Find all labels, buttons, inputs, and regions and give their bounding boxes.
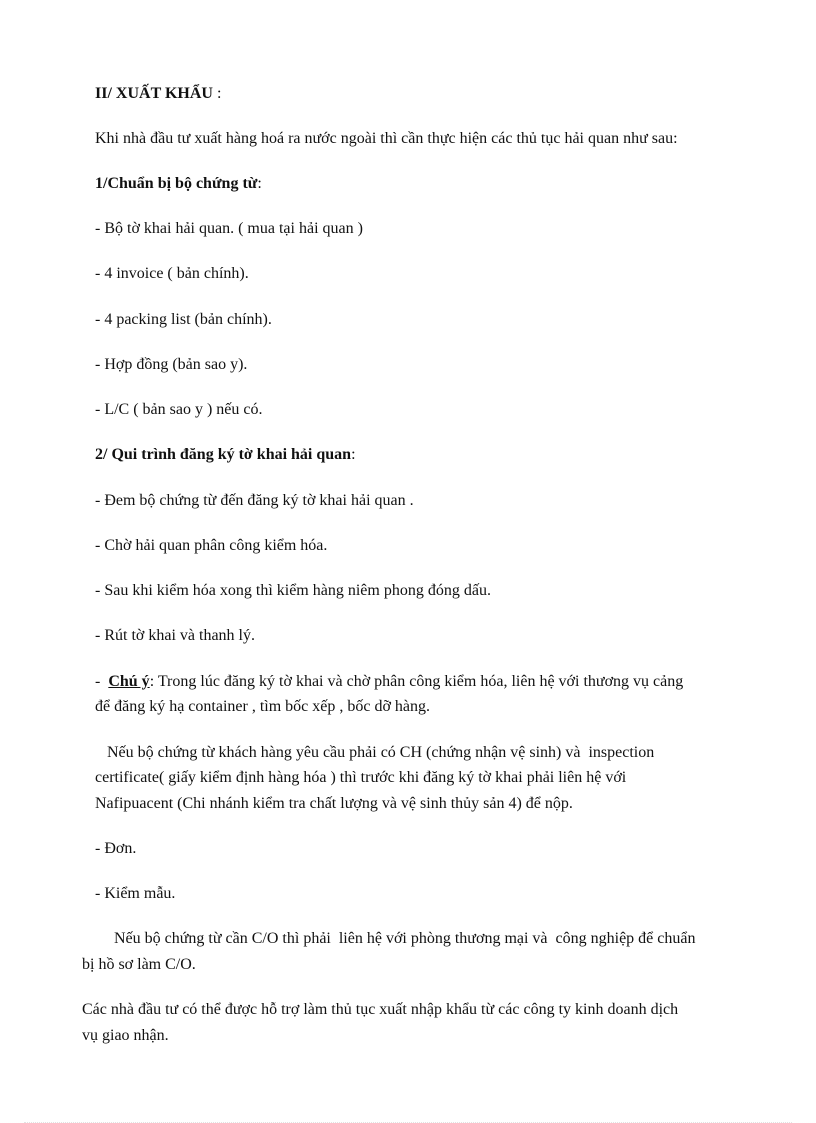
closing-paragraph-line: Các nhà đầu tư có thể được hỗ trợ làm thủ tục xuất nhập khẩu từ các công ty kinh doanh dịch <box>82 1001 679 1018</box>
heading-registration-text: 2/ Qui trình đăng ký tờ khai hải quan <box>95 446 352 463</box>
note-text: : Trong lúc đăng ký tờ khai và chờ phân công kiểm hóa, liên hệ với thương vụ cảng <box>149 673 684 690</box>
document-item: - 4 packing list (bản chính). <box>95 311 272 328</box>
step-item: - Rút tờ khai và thanh lý. <box>95 627 255 644</box>
step-item: - Đem bộ chứng từ đến đăng ký tờ khai hải quan . <box>95 492 414 509</box>
note-line-1 <box>95 671 683 693</box>
ch-step-item: - Đơn. <box>95 840 137 857</box>
note-label: Chú ý <box>108 673 150 690</box>
document-item: - L/C ( bản sao y ) nếu có. <box>95 401 263 418</box>
heading-registration-suffix: : <box>351 446 356 463</box>
ch-paragraph-line: certificate( giấy kiểm định hàng hóa ) thì trước khi đăng ký tờ khai phải liên hệ với <box>95 769 627 786</box>
note-prefix: - <box>95 673 109 690</box>
document-item: - Hợp đồng (bản sao y). <box>95 356 248 373</box>
ch-step-item: - Kiểm mẫu. <box>95 885 176 902</box>
ch-paragraph-line: Nếu bộ chứng từ khách hàng yêu cầu phải có CH (chứng nhận vệ sinh) và inspection <box>95 744 655 761</box>
heading-documents <box>95 173 262 195</box>
step-item: - Chờ hải quan phân công kiểm hóa. <box>95 537 328 554</box>
heading-registration <box>95 444 356 466</box>
document-item: - Bộ tờ khai hải quan. ( mua tại hải quan ) <box>95 220 363 237</box>
co-paragraph-line: Nếu bộ chứng từ cần C/O thì phải liên hệ với phòng thương mại và công nghiệp để chuẩn <box>82 930 696 947</box>
note-line-2: để đăng ký hạ container , tìm bốc xếp , bốc dỡ hàng. <box>95 698 431 715</box>
step-item: - Sau khi kiểm hóa xong thì kiểm hàng niêm phong đóng dấu. <box>95 582 491 599</box>
section-title <box>95 83 221 105</box>
section-title-text: II/ XUẤT KHẨU <box>95 85 213 102</box>
heading-documents-suffix: : <box>257 175 262 192</box>
closing-paragraph-line: vụ giao nhận. <box>82 1027 169 1044</box>
document-item: - 4 invoice ( bản chính). <box>95 265 249 282</box>
ch-paragraph-line: Nafipuacent (Chi nhánh kiểm tra chất lượng và vệ sinh thủy sản 4) để nộp. <box>95 795 573 812</box>
section-title-suffix: : <box>212 85 222 102</box>
intro-paragraph: Khi nhà đầu tư xuất hàng hoá ra nước ngoài thì cần thực hiện các thủ tục hải quan như sau: <box>95 130 678 147</box>
co-paragraph-line: bị hồ sơ làm C/O. <box>82 956 196 973</box>
heading-documents-text: 1/Chuẩn bị bộ chứng từ <box>95 175 258 192</box>
